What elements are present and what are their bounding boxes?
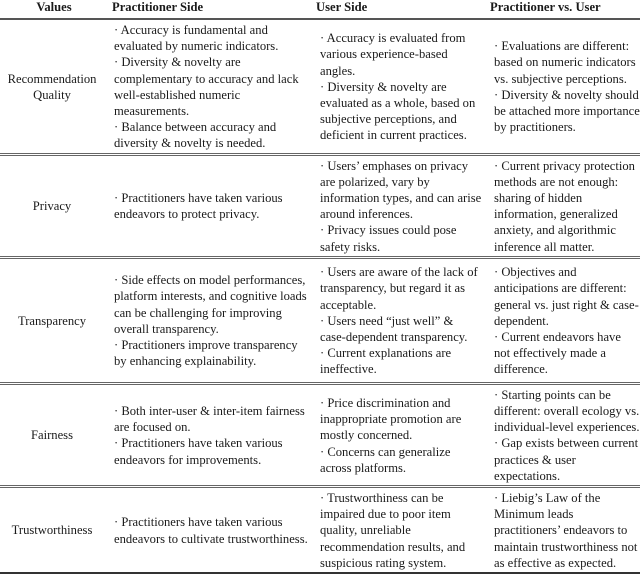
bullet-text: · Both inter-user & inter-item fairness are focused on.	[114, 404, 305, 435]
bullet-text: · Privacy issues could pose safety risks.	[320, 223, 457, 254]
practitioner-cell	[108, 154, 312, 257]
value-cell	[0, 19, 108, 154]
practitioner-cell	[108, 487, 312, 574]
bullet-text: · Diversity & novelty are evaluated as a whole, based on subjective perceptions, and deficient in current practices.	[320, 79, 476, 143]
header-row	[0, 0, 640, 19]
value-label: Transparency	[17, 313, 87, 328]
table-row	[0, 19, 640, 154]
value-cell	[0, 383, 108, 486]
bullet-text: · Price discrimination and inappropriate promotion are mostly concerned.	[320, 395, 462, 443]
value-cell	[0, 487, 108, 574]
bullet-text: · Diversity & novelty should be attached more importance by practitioners.	[494, 87, 640, 135]
bullet-text: · Current endeavors have not effectively made a difference.	[494, 329, 621, 377]
bullet-text: · Practitioners have taken various endeavors for improvements.	[114, 436, 283, 467]
bullet-text: · Objectives and anticipations are different: general vs. just right & case-dependent.	[494, 265, 639, 328]
bullet-text: · Current privacy protection methods are not enough: sharing of hidden information, generalized anxiety, and algorithmic inference all matter.	[494, 158, 635, 254]
bullet-text: · Practitioners improve transparency by enhancing explainability.	[114, 338, 298, 369]
bullet-text: · Current explanations are ineffective.	[320, 346, 452, 377]
bullet-text: · Liebig’s Law of the Minimum leads practitioners’ endeavors to maintain trustworthiness not as effective as expected.	[494, 491, 638, 570]
bullet-text: · Practitioners have taken various endeavors to cultivate trustworthiness.	[114, 515, 308, 546]
versus-cell	[486, 257, 640, 383]
bullet-text: · Side effects on model performances, platform interests, and cognitive loads can be challenging for improving overall transparency.	[114, 273, 307, 336]
bullet-text: · Starting points can be different: overall ecology vs. individual-level experiences.	[494, 387, 640, 435]
user-cell	[312, 257, 486, 383]
value-label: Recommendation Quality	[7, 71, 97, 102]
user-cell	[312, 154, 486, 257]
versus-cell	[486, 19, 640, 154]
practitioner-cell	[108, 19, 312, 154]
bullet-text: · Accuracy is evaluated from various experience-based angles.	[320, 31, 466, 78]
practitioner-cell	[108, 257, 312, 383]
versus-cell	[486, 154, 640, 257]
user-cell	[312, 19, 486, 154]
header-practitioner-side: Practitioner Side	[112, 0, 204, 14]
user-cell	[312, 383, 486, 486]
header-values: Values	[36, 0, 72, 14]
bullet-text: · Users are aware of the lack of transparency, but regard it as acceptable.	[320, 265, 478, 312]
versus-cell	[486, 487, 640, 574]
versus-cell	[486, 383, 640, 486]
bullet-text: · Concerns can generalize across platforms.	[320, 444, 451, 475]
value-label: Trustworthiness	[11, 523, 93, 538]
bullet-text: · Trustworthiness can be impaired due to poor item quality, unreliable recommendation results, and suspicious rating system.	[320, 491, 466, 570]
table-row	[0, 154, 640, 257]
bullet-text: · Users’ emphases on privacy are polarized, vary by information types, and can arise around inferences.	[320, 158, 482, 222]
header-user-side: User Side	[316, 0, 368, 14]
value-cell	[0, 257, 108, 383]
bullet-text: · Practitioners have taken various endeavors to protect privacy.	[114, 191, 283, 222]
user-cell	[312, 487, 486, 574]
table-row	[0, 487, 640, 574]
practitioner-cell	[108, 383, 312, 486]
header-practitioner-vs-user: Practitioner vs. User	[490, 0, 601, 14]
table-row	[0, 383, 640, 486]
bullet-text: · Evaluations are different: based on numeric indicators vs. subjective perceptions.	[494, 39, 636, 86]
bullet-text: · Accuracy is fundamental and evaluated by numeric indicators.	[114, 23, 279, 54]
bullet-text: · Balance between accuracy and diversity & novelty is needed.	[114, 120, 277, 151]
bullet-text: · Gap exists between current practices & user expectations.	[494, 436, 639, 483]
table-row	[0, 257, 640, 383]
value-cell	[0, 154, 108, 257]
value-label: Fairness	[31, 428, 73, 443]
value-label: Privacy	[32, 199, 72, 214]
bullet-text: · Users need “just well” & case-dependent transparency.	[320, 313, 468, 344]
bullet-text: · Diversity & novelty are complementary to accuracy and lack well-established numeric measurements.	[114, 55, 299, 119]
